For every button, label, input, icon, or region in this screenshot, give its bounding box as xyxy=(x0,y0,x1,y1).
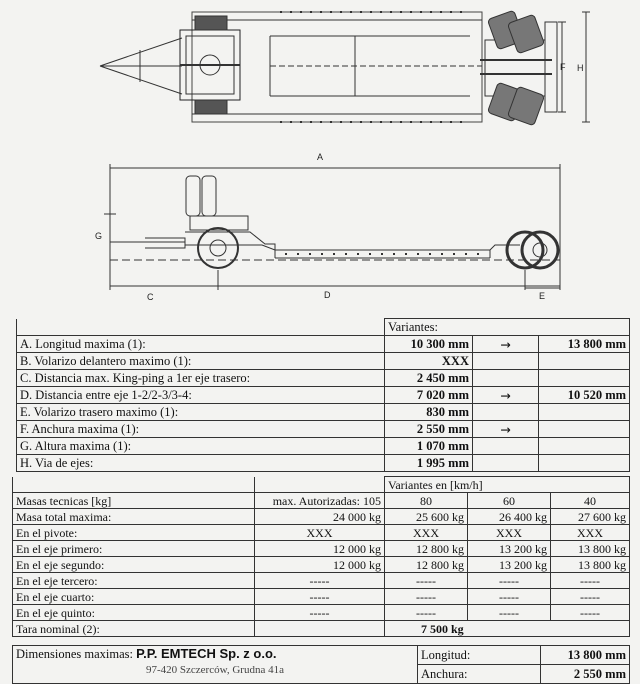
dimension-label: H. Via de ejes: xyxy=(17,455,385,472)
mass-value: 26 400 kg xyxy=(468,509,551,525)
tara-label: Tara nominal (2): xyxy=(13,621,255,637)
masses-table xyxy=(12,476,630,637)
mass-value: 13 200 kg xyxy=(468,541,551,557)
tara-row xyxy=(13,621,630,637)
footer-table xyxy=(12,645,630,684)
anchura-label: Anchura: xyxy=(418,665,541,684)
dimension-alt-value xyxy=(539,438,630,455)
longitud-value: 13 800 mm xyxy=(541,646,630,665)
mass-label: En el eje cuarto: xyxy=(13,589,255,605)
dimension-alt-value: 10 520 mm xyxy=(539,387,630,404)
masses-column-header: 40 xyxy=(551,493,630,509)
company-name: P.P. EMTECH Sp. z o.o. xyxy=(136,646,277,661)
dim-label-c: C xyxy=(147,292,154,302)
dimension-row xyxy=(17,336,630,353)
dim-label-d: D xyxy=(324,290,331,300)
trailer-technical-drawing xyxy=(0,0,640,318)
mass-value: 27 600 kg xyxy=(551,509,630,525)
masses-column-header-row xyxy=(13,493,630,509)
trailer-side-view xyxy=(104,164,560,290)
dimension-alt-value xyxy=(539,353,630,370)
mass-row xyxy=(13,509,630,525)
mass-value: ----- xyxy=(255,605,385,621)
dimension-arrow: → xyxy=(473,336,539,353)
mass-value: XXX xyxy=(385,525,468,541)
mass-value: ----- xyxy=(551,605,630,621)
mass-value: 25 600 kg xyxy=(385,509,468,525)
mass-value: ----- xyxy=(255,589,385,605)
mass-label: En el eje segundo: xyxy=(13,557,255,573)
dimensions-header-row xyxy=(17,319,630,336)
mass-value: ----- xyxy=(551,573,630,589)
mass-row xyxy=(13,573,630,589)
masses-column-header: max. Autorizadas: 105 xyxy=(255,493,385,509)
dim-label-h: H xyxy=(577,63,584,73)
tara-value: 7 500 kg xyxy=(385,621,630,637)
mass-value: ----- xyxy=(385,605,468,621)
mass-row xyxy=(13,605,630,621)
masses-column-header: 60 xyxy=(468,493,551,509)
masses-column-header: Masas tecnicas [kg] xyxy=(13,493,255,509)
mass-label: En el eje tercero: xyxy=(13,573,255,589)
dimension-arrow xyxy=(473,404,539,421)
dimension-arrow: → xyxy=(473,421,539,438)
dimension-alt-value: 13 800 mm xyxy=(539,336,630,353)
mass-value: 12 000 kg xyxy=(255,557,385,573)
dimension-arrow xyxy=(473,370,539,387)
dimension-arrow: → xyxy=(473,387,539,404)
mass-value: 12 800 kg xyxy=(385,557,468,573)
dim-label-a: A xyxy=(317,152,324,162)
dimension-label: G. Altura maxima (1): xyxy=(17,438,385,455)
longitud-label: Longitud: xyxy=(418,646,541,665)
mass-value: 12 800 kg xyxy=(385,541,468,557)
dimension-value: 1 995 mm xyxy=(385,455,473,472)
dimension-value: 2 450 mm xyxy=(385,370,473,387)
dimension-row xyxy=(17,387,630,404)
mass-value: 24 000 kg xyxy=(255,509,385,525)
footer-label: Dimensiones maximas: xyxy=(16,647,133,661)
dimension-row xyxy=(17,438,630,455)
dimension-label: E. Volarizo trasero maximo (1): xyxy=(17,404,385,421)
mass-value: ----- xyxy=(385,589,468,605)
dimension-value: 10 300 mm xyxy=(385,336,473,353)
masses-variants-row xyxy=(13,477,630,493)
dimension-alt-value xyxy=(539,421,630,438)
dimension-row xyxy=(17,370,630,387)
mass-row xyxy=(13,525,630,541)
dimension-label: A. Longitud maxima (1): xyxy=(17,336,385,353)
dimension-row xyxy=(17,353,630,370)
mass-label: Masa total maxima: xyxy=(13,509,255,525)
mass-value: ----- xyxy=(385,573,468,589)
dimension-label: F. Anchura maxima (1): xyxy=(17,421,385,438)
dimension-value: XXX xyxy=(385,353,473,370)
mass-label: En el pivote: xyxy=(13,525,255,541)
mass-value: ----- xyxy=(551,589,630,605)
dimension-alt-value xyxy=(539,404,630,421)
masses-column-header: 80 xyxy=(385,493,468,509)
dimension-label: B. Volarizo delantero maximo (1): xyxy=(17,353,385,370)
mass-label: En el eje primero: xyxy=(13,541,255,557)
dimension-alt-value xyxy=(539,370,630,387)
dimension-label: D. Distancia entre eje 1-2/2-3/3-4: xyxy=(17,387,385,404)
dimensions-table xyxy=(16,318,630,472)
dimension-arrow xyxy=(473,353,539,370)
mass-value: XXX xyxy=(468,525,551,541)
mass-value: ----- xyxy=(255,573,385,589)
dim-label-f: F xyxy=(560,62,566,72)
dimension-value: 7 020 mm xyxy=(385,387,473,404)
mass-value: 13 200 kg xyxy=(468,557,551,573)
mass-value: 13 800 kg xyxy=(551,541,630,557)
mass-value: 13 800 kg xyxy=(551,557,630,573)
dimension-row xyxy=(17,455,630,472)
company-address: 97-420 Szczerców, Grudna 41a xyxy=(146,664,284,676)
dimension-value: 1 070 mm xyxy=(385,438,473,455)
mass-value: ----- xyxy=(468,573,551,589)
dimension-value: 2 550 mm xyxy=(385,421,473,438)
dim-label-g: G xyxy=(95,231,103,241)
dimension-arrow xyxy=(473,455,539,472)
dimension-row xyxy=(17,421,630,438)
mass-row xyxy=(13,589,630,605)
mass-value: ----- xyxy=(468,605,551,621)
dimension-alt-value xyxy=(539,455,630,472)
dim-label-e: E xyxy=(539,291,546,301)
variants-header: Variantes: xyxy=(385,319,630,336)
footer-row xyxy=(13,646,630,665)
anchura-value: 2 550 mm xyxy=(541,665,630,684)
mass-value: 12 000 kg xyxy=(255,541,385,557)
dimension-arrow xyxy=(473,438,539,455)
tara-spacer xyxy=(255,621,385,637)
mass-row xyxy=(13,541,630,557)
trailer-top-view xyxy=(100,10,590,126)
mass-value: XXX xyxy=(551,525,630,541)
speed-variants-header: Variantes en [km/h] xyxy=(385,477,630,493)
mass-label: En el eje quinto: xyxy=(13,605,255,621)
dimension-value: 830 mm xyxy=(385,404,473,421)
mass-value: XXX xyxy=(255,525,385,541)
dimension-label: C. Distancia max. King-ping a 1er eje trasero: xyxy=(17,370,385,387)
mass-value: ----- xyxy=(468,589,551,605)
mass-row xyxy=(13,557,630,573)
dimension-row xyxy=(17,404,630,421)
